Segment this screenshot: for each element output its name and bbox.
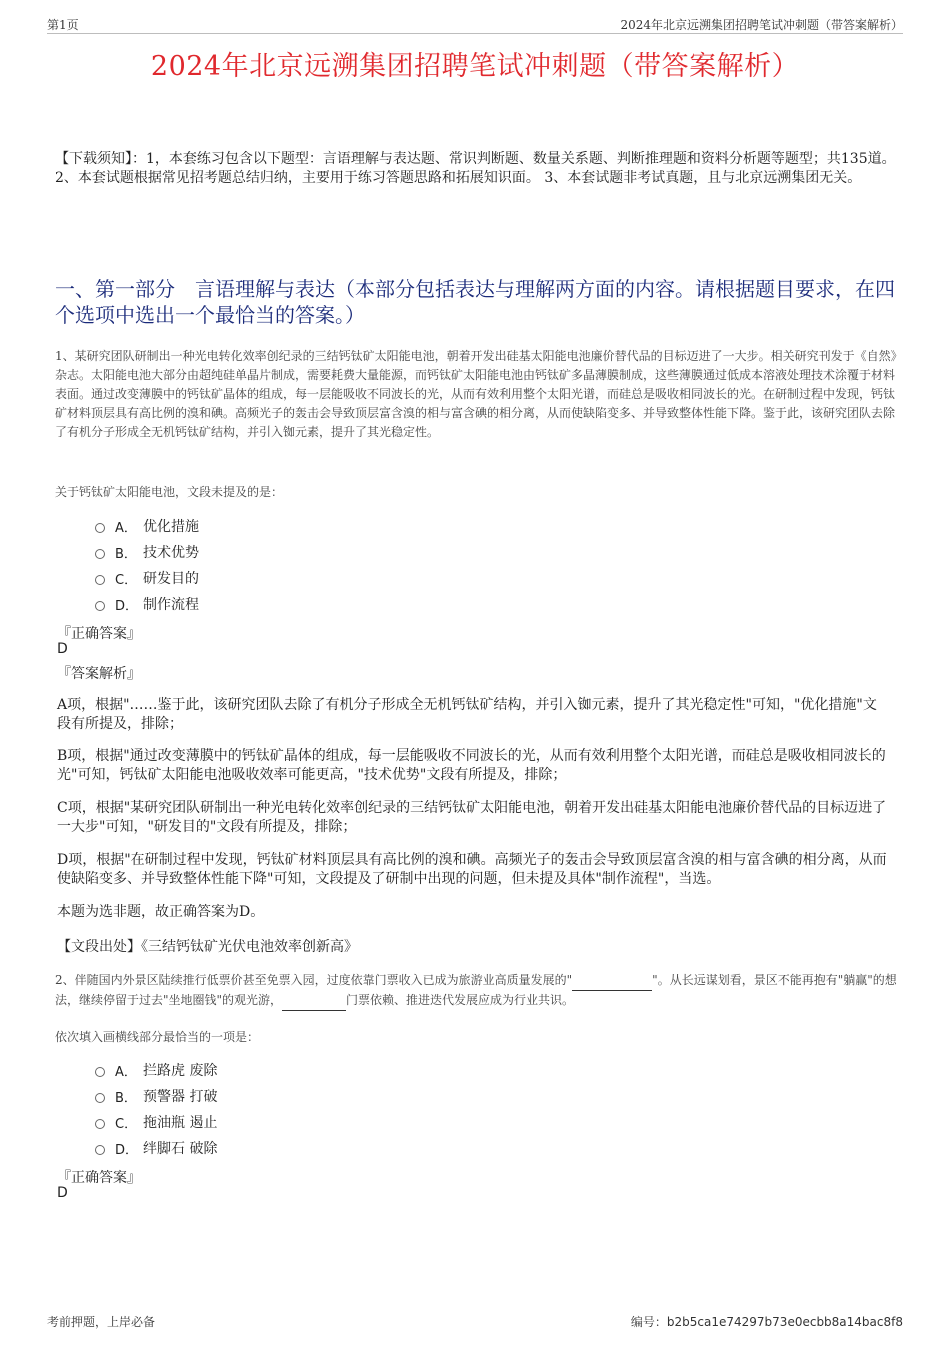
analysis-c: C项，根据"某研究团队研制出一种光电转化效率创纪录的三结钙钛矿太阳能电池，朝着开发出硅基太阳能电池廉价替代品的目标迈进了一大步"可知，"研发目的"文段有所提及，排除； xyxy=(57,800,887,835)
option-d[interactable]: D． 绊脚石 破除 xyxy=(95,1135,217,1161)
analysis-a: A项，根据"……鉴于此，该研究团队去除了有机分子形成全无机钙钛矿结构，并引入铷元素，提升了其光稳定性"可知，"优化措施"文段有所提及，排除； xyxy=(57,697,877,732)
option-a[interactable]: A． 拦路虎 废除 xyxy=(95,1057,217,1083)
option-d[interactable]: D． 制作流程 xyxy=(95,591,199,617)
footer-slogan: 考前押题，上岸必备 xyxy=(47,1315,156,1329)
radio-button[interactable] xyxy=(95,549,105,559)
option-label: 预警器 打破 xyxy=(143,1089,218,1105)
option-label: 制作流程 xyxy=(143,597,199,613)
analysis-b: B项，根据"通过改变薄膜中的钙钛矿晶体的组成，每一层能吸收不同波长的光，从而有效利用整个太阳光谱，而硅总是吸收相同波长的光"可知，钙钛矿太阳能电池吸收效率可能更高，"技术优势"文段有所提及，排除； xyxy=(57,748,886,783)
answer-label: 『正确答案』 xyxy=(57,1170,141,1186)
header-doc-title: 2024年北京远溯集团招聘笔试冲刺题（带答案解析） xyxy=(620,18,903,32)
analysis-d: D项，根据"在研制过程中发现，钙钛矿材料顶层具有高比例的溴和碘。高频光子的轰击会导致顶层富含溴的相与富含碘的相分离，从而使缺陷变多、并导致整体性能下降"可知，文段提及了研制中出现的问题，但未提及具体"制作流程"，当选。 xyxy=(57,852,887,887)
radio-button[interactable] xyxy=(95,1093,105,1103)
radio-button[interactable] xyxy=(95,523,105,533)
section-heading: 一、第一部分 言语理解与表达（本部分包括表达与理解两方面的内容。请根据题目要求，在四个选项中选出一个最恰当的答案。） xyxy=(55,277,895,327)
passage-source: 【文段出处】《三结钙钛矿光伏电池效率创新高》 xyxy=(57,939,358,955)
option-label: 优化措施 xyxy=(143,519,199,535)
option-label: 绊脚石 破除 xyxy=(143,1141,218,1157)
answer-value: D xyxy=(57,1185,68,1201)
question-1-text: 1、某研究团队研制出一种光电转化效率创纪录的三结钙钛矿太阳能电池，朝着开发出硅基太阳能电池廉价替代品的目标迈进了一大步。相关研究刊发于《自然》杂志。太阳能电池大部分由超纯硅单晶片制成，需要耗费大量能源，而钙钛矿太阳能电池由钙钛矿多晶薄膜制成，这些薄膜通过低成本溶液处理技术涂覆于材料表面。通过改变薄膜中的钙钛矿晶体的组成，每一层能吸收不同波长的光，从而有效利用整个太阳光谱，而硅总是吸收相同波长的光。在研制过程中发现，钙钛矿材料顶层具有高比例的溴和碘。高频光子的轰击会导致顶层富含溴的相与富含碘的相分离，从而使缺陷变多、并导致整体性能下降。鉴于此，该研究团队去除了有机分子形成全无机钙钛矿结构，并引入铷元素，提升了其光稳定性。 xyxy=(55,349,897,439)
question-1-options xyxy=(95,513,199,617)
radio-button[interactable] xyxy=(95,1119,105,1129)
question-2-text: 2、伴随国内外景区陆续推行低票价甚至免票入园，过度依靠门票收入已成为旅游业高质量发展的" "。从长远谋划看，景区不能再抱有"躺赢"的想法，继续停留于过去"坐地圈钱"的观光游， 门票依赖、推进迭代发展应成为行业共识。 xyxy=(55,971,900,1011)
option-label: 技术优势 xyxy=(143,545,199,561)
option-label: 研发目的 xyxy=(143,571,199,587)
radio-button[interactable] xyxy=(95,575,105,585)
option-b[interactable]: B． 技术优势 xyxy=(95,539,199,565)
analysis-label: 『答案解析』 xyxy=(57,666,141,682)
question-2-prompt: 依次填入画横线部分最恰当的一项是： xyxy=(55,1030,260,1044)
answer-label: 『正确答案』 xyxy=(57,626,141,642)
question-1-prompt: 关于钙钛矿太阳能电池，文段未提及的是： xyxy=(55,485,284,499)
analysis-conclusion: 本题为选非题，故正确答案为D。 xyxy=(57,904,265,920)
blank-1[interactable] xyxy=(572,971,652,991)
question-2-options xyxy=(95,1057,217,1161)
blank-2[interactable] xyxy=(282,991,346,1011)
option-label: 拖油瓶 遏止 xyxy=(143,1115,218,1131)
option-label: 拦路虎 废除 xyxy=(143,1063,218,1079)
option-a[interactable]: A． 优化措施 xyxy=(95,513,199,539)
answer-value: D xyxy=(57,641,68,657)
page-number: 第1页 xyxy=(47,18,79,32)
radio-button[interactable] xyxy=(95,1145,105,1155)
option-b[interactable]: B． 预警器 打破 xyxy=(95,1083,217,1109)
page-header xyxy=(47,15,903,34)
radio-button[interactable] xyxy=(95,1067,105,1077)
footer-code: 编号：b2b5ca1e74297b73e0ecbb8a14bac8f8 xyxy=(630,1315,903,1329)
document-title: 2024年北京远溯集团招聘笔试冲刺题（带答案解析） xyxy=(150,51,800,82)
option-c[interactable]: C． 拖油瓶 遏止 xyxy=(95,1109,217,1135)
option-c[interactable]: C． 研发目的 xyxy=(95,565,199,591)
download-notice: 【下载须知】：1，本套练习包含以下题型：言语理解与表达题、常识判断题、数量关系题、判断推理题和资料分析题等题型；共135道。 2、本套试题根据常见招考题总结归纳，主要用于练习答题思路和拓展知识面。 3、本套试题非考试真题，且与北京远溯集团无关。 xyxy=(55,151,896,186)
radio-button[interactable] xyxy=(95,601,105,611)
